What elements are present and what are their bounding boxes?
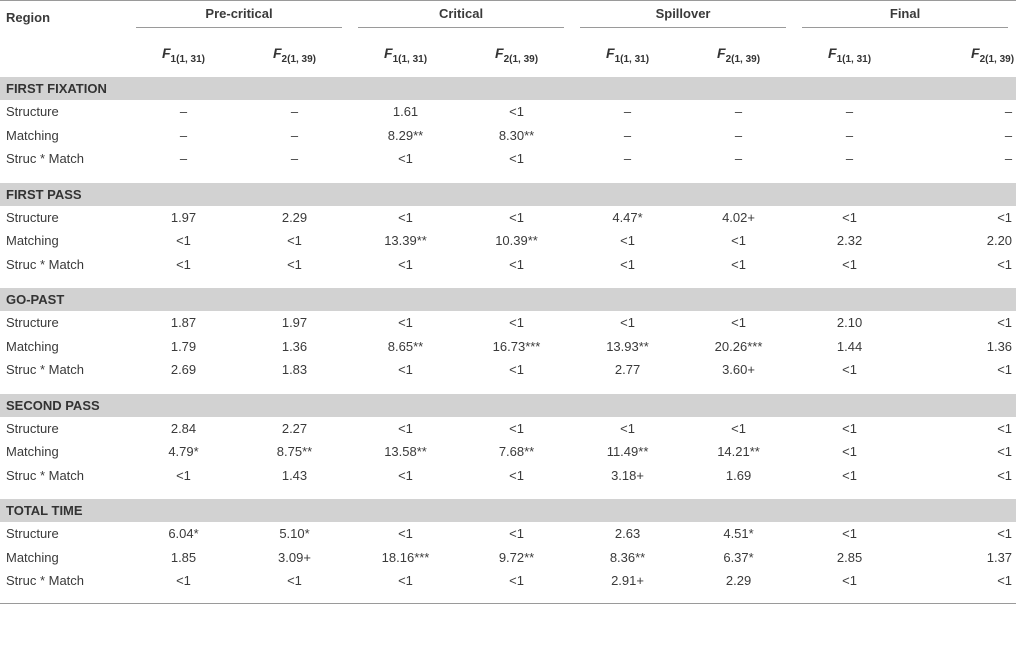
row-spacer xyxy=(0,276,1016,288)
section-header-row xyxy=(0,77,1016,100)
table-cell: 9.72** xyxy=(498,549,535,565)
table-cell: <1 xyxy=(509,151,524,167)
region-subheader-empty xyxy=(0,33,128,77)
table-cell: <1 xyxy=(842,209,857,225)
statistic-header: $F_{2(1, 39)}$ xyxy=(717,45,761,65)
statistic-header: $F_{1(1, 31)}$ xyxy=(384,45,428,65)
row-label: Struc * Match xyxy=(6,256,85,272)
table-cell: <1 xyxy=(997,315,1013,331)
row-label: Structure xyxy=(6,526,59,542)
table-cell: <1 xyxy=(398,573,413,589)
table-cell: – xyxy=(734,127,743,143)
table-cell: 1.79 xyxy=(170,338,197,354)
table-cell: <1 xyxy=(509,573,524,589)
group-header-spillover: Spillover xyxy=(572,1,794,34)
table-cell: 2.32 xyxy=(836,233,863,249)
table-cell: 3.09+ xyxy=(278,549,311,565)
row-label: Matching xyxy=(6,233,59,249)
table-row xyxy=(0,206,1016,230)
section-header-row xyxy=(0,288,1016,311)
statistic-header: $F_{2(1, 39)}$ xyxy=(971,45,1015,65)
table-cell: <1 xyxy=(398,209,413,225)
table-cell: <1 xyxy=(620,256,635,272)
table-cell: 1.36 xyxy=(986,338,1013,354)
table-cell: 1.85 xyxy=(170,549,197,565)
row-label: Struc * Match xyxy=(6,151,85,167)
row-spacer xyxy=(0,593,1016,604)
row-label: Struc * Match xyxy=(6,467,85,483)
table-row xyxy=(0,229,1016,253)
table-cell: 2.91+ xyxy=(611,573,644,589)
table-cell: <1 xyxy=(398,467,413,483)
table-cell: 5.10* xyxy=(279,526,310,542)
table-cell: – xyxy=(179,104,188,120)
table-cell: 3.60+ xyxy=(722,362,755,378)
table-cell: 6.37* xyxy=(723,549,754,565)
table-cell: 1.37 xyxy=(986,549,1013,565)
row-spacer xyxy=(0,487,1016,499)
statistic-header: $F_{1(1, 31)}$ xyxy=(828,45,872,65)
table-cell: <1 xyxy=(842,573,857,589)
table-cell: 4.51* xyxy=(723,526,754,542)
table-row xyxy=(0,147,1016,171)
section-title: TOTAL TIME xyxy=(0,499,1016,522)
table-cell: 2.85 xyxy=(836,549,863,565)
table-cell: 2.29 xyxy=(725,573,752,589)
table-cell: 16.73*** xyxy=(492,338,541,354)
table-cell: 1.87 xyxy=(170,315,197,331)
table-cell: <1 xyxy=(509,209,524,225)
table-cell: 1.83 xyxy=(281,362,308,378)
table-cell: 2.69 xyxy=(170,362,197,378)
table-cell: 1.44 xyxy=(836,338,863,354)
table-cell: – xyxy=(1004,127,1013,143)
table-cell: <1 xyxy=(731,420,746,436)
table-row xyxy=(0,358,1016,382)
table-cell: – xyxy=(845,151,854,167)
table-cell: <1 xyxy=(287,573,302,589)
table-cell: <1 xyxy=(287,256,302,272)
table-cell: <1 xyxy=(287,233,302,249)
row-label: Matching xyxy=(6,127,59,143)
table-cell: 4.47* xyxy=(612,209,643,225)
statistic-header-row xyxy=(0,33,1016,77)
table-cell: 4.02+ xyxy=(722,209,755,225)
region-header: Region xyxy=(0,1,128,34)
table-row xyxy=(0,546,1016,570)
section-title: GO-PAST xyxy=(0,288,1016,311)
table-cell: 13.93** xyxy=(606,338,649,354)
table-cell: <1 xyxy=(176,233,191,249)
row-spacer xyxy=(0,171,1016,183)
table-cell: <1 xyxy=(509,256,524,272)
table-row xyxy=(0,100,1016,124)
table-row xyxy=(0,522,1016,546)
table-cell: <1 xyxy=(997,444,1013,460)
table-cell: 1.97 xyxy=(170,209,197,225)
group-header-critical: Critical xyxy=(350,1,572,34)
table-cell: <1 xyxy=(509,420,524,436)
table-row xyxy=(0,569,1016,593)
section-title: FIRST PASS xyxy=(0,183,1016,206)
table-row xyxy=(0,440,1016,464)
table-row xyxy=(0,253,1016,277)
table-cell: <1 xyxy=(731,256,746,272)
table-cell: – xyxy=(845,127,854,143)
table-cell: – xyxy=(179,127,188,143)
table-cell: <1 xyxy=(842,256,857,272)
table-cell: <1 xyxy=(842,444,857,460)
group-header-pre-critical: Pre-critical xyxy=(128,1,350,34)
row-label: Structure xyxy=(6,315,59,331)
table-cell: 13.39** xyxy=(384,233,427,249)
table-cell: 10.39** xyxy=(495,233,538,249)
row-spacer xyxy=(0,382,1016,394)
table-row xyxy=(0,311,1016,335)
table-cell: <1 xyxy=(398,362,413,378)
section-header-row xyxy=(0,183,1016,206)
row-label: Struc * Match xyxy=(6,362,85,378)
table-cell: 8.75** xyxy=(276,444,313,460)
table-cell: – xyxy=(845,104,854,120)
table-cell: <1 xyxy=(997,420,1013,436)
table-cell: <1 xyxy=(398,526,413,542)
table-cell: – xyxy=(623,127,632,143)
table-cell: <1 xyxy=(997,256,1013,272)
table-cell: – xyxy=(1004,104,1013,120)
table-cell: <1 xyxy=(398,420,413,436)
section-title: SECOND PASS xyxy=(0,394,1016,417)
section-title: FIRST FIXATION xyxy=(0,77,1016,100)
table-cell: <1 xyxy=(398,151,413,167)
table-cell: 1.97 xyxy=(281,315,308,331)
table-cell: 18.16*** xyxy=(381,549,430,565)
row-label: Matching xyxy=(6,549,59,565)
table-cell: 2.27 xyxy=(281,420,308,436)
row-label: Matching xyxy=(6,444,59,460)
table-cell: – xyxy=(290,151,299,167)
table-cell: 2.10 xyxy=(836,315,863,331)
statistic-header: $F_{1(1, 31)}$ xyxy=(606,45,650,65)
table-cell: 3.18+ xyxy=(611,467,644,483)
table-cell: – xyxy=(179,151,188,167)
table-cell: <1 xyxy=(509,315,524,331)
row-label: Structure xyxy=(6,104,59,120)
table-cell: <1 xyxy=(620,420,635,436)
table-cell: – xyxy=(734,104,743,120)
table-cell: <1 xyxy=(509,526,524,542)
table-cell: <1 xyxy=(842,467,857,483)
row-label: Structure xyxy=(6,420,59,436)
table-cell: 1.43 xyxy=(281,467,308,483)
table-row xyxy=(0,417,1016,441)
table-cell: <1 xyxy=(509,362,524,378)
table-cell: <1 xyxy=(997,362,1013,378)
group-header-row xyxy=(0,1,1016,34)
table-row xyxy=(0,335,1016,359)
table-cell: <1 xyxy=(731,315,746,331)
table-cell: 13.58** xyxy=(384,444,427,460)
table-row xyxy=(0,124,1016,148)
table-cell: 1.36 xyxy=(281,338,308,354)
table-cell: 2.20 xyxy=(986,233,1013,249)
group-header-final: Final xyxy=(794,1,1016,34)
table-cell: 8.30** xyxy=(498,127,535,143)
table-cell: <1 xyxy=(731,233,746,249)
table-cell: 2.77 xyxy=(614,362,641,378)
table-cell: 2.63 xyxy=(614,526,641,542)
table-cell: 2.84 xyxy=(170,420,197,436)
row-label: Structure xyxy=(6,209,59,225)
table-row xyxy=(0,464,1016,488)
table-cell: 8.29** xyxy=(387,127,424,143)
table-cell: <1 xyxy=(620,233,635,249)
table-cell: – xyxy=(290,127,299,143)
statistic-header: $F_{2(1, 39)}$ xyxy=(272,45,317,65)
table-cell: 4.79* xyxy=(168,444,199,460)
table-cell: <1 xyxy=(176,467,191,483)
table-cell: 6.04* xyxy=(168,526,199,542)
table-body xyxy=(0,77,1016,603)
row-label: Matching xyxy=(6,338,59,354)
table-cell: <1 xyxy=(997,573,1013,589)
table-cell: – xyxy=(1004,151,1013,167)
table-cell: 14.21** xyxy=(717,444,760,460)
table-cell: 20.26*** xyxy=(714,338,763,354)
table-cell: 2.29 xyxy=(281,209,308,225)
table-cell: <1 xyxy=(997,467,1013,483)
table-cell: – xyxy=(623,151,632,167)
table-cell: <1 xyxy=(997,209,1013,225)
table-cell: <1 xyxy=(997,526,1013,542)
table-cell: 8.65** xyxy=(387,338,424,354)
table-cell: <1 xyxy=(842,362,857,378)
table-cell: <1 xyxy=(620,315,635,331)
statistic-header: $F_{1(1, 31)}$ xyxy=(161,45,206,65)
table-cell: <1 xyxy=(398,256,413,272)
statistic-header: $F_{2(1, 39)}$ xyxy=(495,45,539,65)
table-cell: <1 xyxy=(842,420,857,436)
table-cell: <1 xyxy=(842,526,857,542)
table-cell: <1 xyxy=(509,467,524,483)
row-label: Struc * Match xyxy=(6,573,85,589)
table-cell: <1 xyxy=(176,573,191,589)
table-cell: 8.36** xyxy=(609,549,646,565)
table-cell: <1 xyxy=(176,256,191,272)
table-cell: 1.69 xyxy=(725,467,752,483)
table-cell: 1.61 xyxy=(392,104,419,120)
section-header-row xyxy=(0,394,1016,417)
section-header-row xyxy=(0,499,1016,522)
table-cell: – xyxy=(734,151,743,167)
table-cell: <1 xyxy=(509,104,524,120)
table-cell: 7.68** xyxy=(498,444,535,460)
table-cell: 11.49** xyxy=(606,444,649,460)
table-cell: – xyxy=(290,104,299,120)
table-cell: <1 xyxy=(398,315,413,331)
table-cell: – xyxy=(623,104,632,120)
